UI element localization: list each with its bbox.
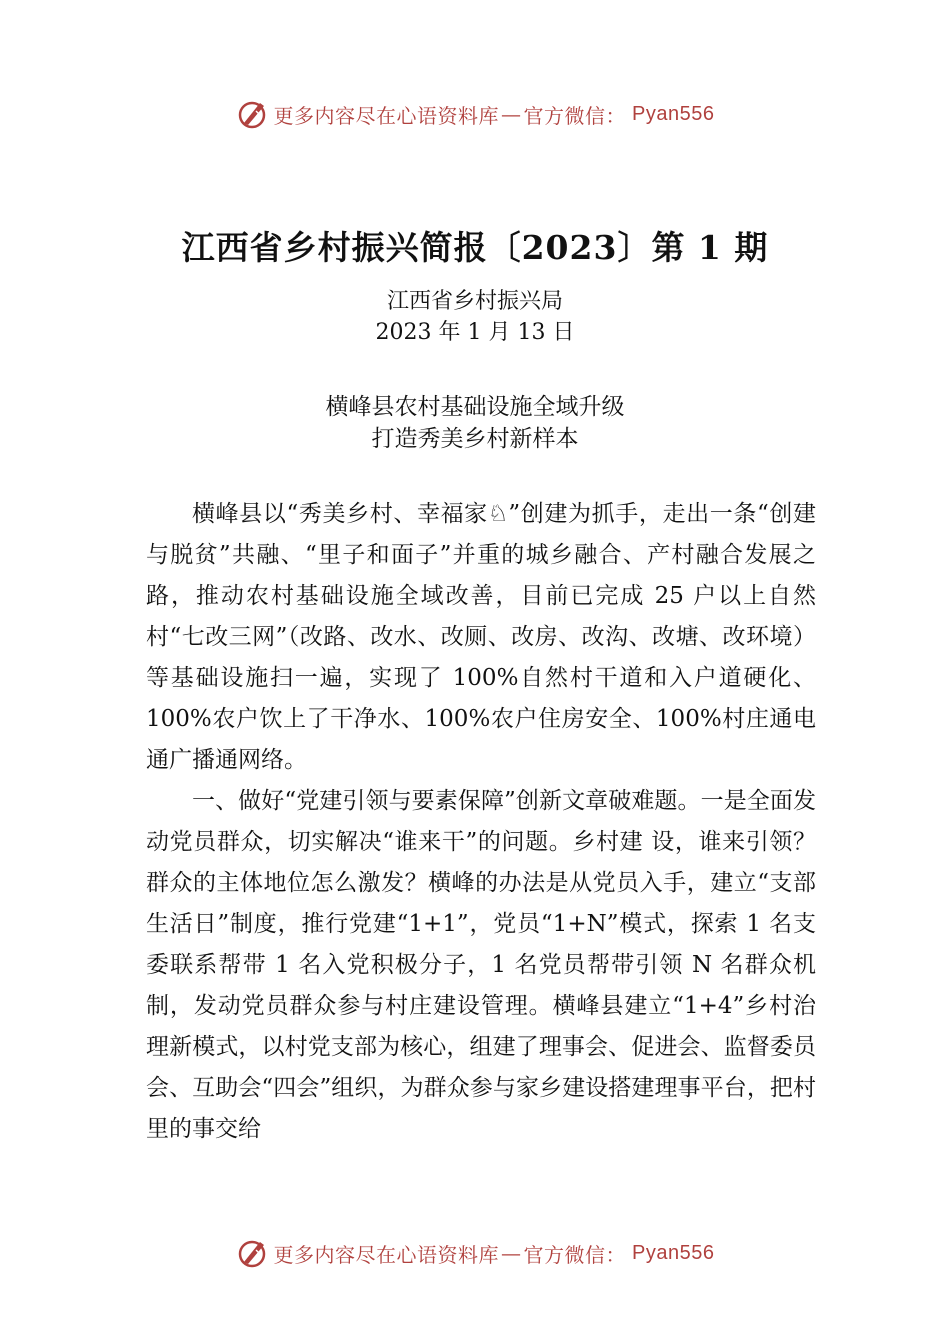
watermark-wechat-id: Pyan556: [632, 102, 715, 125]
paragraph-2: 一、做好“党建引领与要素保障”创新文章破难题。一是全面发动党员群众，切实解决“谁来干”的问题。乡村建 设，谁来引领？群众的主体地位怎么激发？横峰的办法是从党员入手，建立“支部生活日”制度，推行党建“1+1”，党员“1+N”模式，探索 1 名支委联系帮带 1 名入党积极分子，1 名党员帮带引领 N 名群众机制，发动党员群众参与村庄建设管理。横峰县建立“1+4”乡村治理新模式，以村党支部为核心，组建了理事会、促进会、监督委员会、互助会“四会”组织，为群众参与家乡建设搭建理事平台，把村里的事交给: [146, 788, 816, 1142]
watermark-text: 更多内容尽在心语资料库: [273, 1242, 500, 1267]
watermark-top: [0, 94, 950, 134]
article-headline-line2: 打造秀美乡村新样本: [371, 426, 579, 452]
quill-logo-icon: [236, 97, 270, 131]
article-headline-line1: 横峰县农村基础设施全域升级: [325, 394, 625, 420]
watermark-wechat-label: 官方微信：: [523, 103, 627, 128]
quill-logo-icon: [236, 1236, 270, 1270]
watermark-bottom: [0, 1233, 950, 1273]
watermark-text: 更多内容尽在心语资料库: [273, 103, 500, 128]
watermark-wechat-id: Pyan556: [632, 1241, 715, 1264]
watermark-dash: —: [501, 102, 522, 126]
document-publisher: 江西省乡村振兴局: [386, 289, 563, 314]
watermark-wechat-label: 官方微信：: [523, 1242, 627, 1267]
paragraph-1: 横峰县以“秀美乡村、幸福家♘”创建为抓手，走出一条“创建与脱贫”共融、“里子和面子”并重的城乡融合、产村融合发展之路，推动农村基础设施全域改善，目前已完成 25 户以上自然村“七改三网”（改路、改水、改厕、改房、改沟、改塘、改环境）等基础设施扫一遍，实现了 100%自然村干道和入户道硬化、100%农户饮上了干净水、100%农户住房安全、100%村庄通电通广播通网络。: [146, 501, 816, 773]
watermark-dash: —: [501, 1241, 522, 1265]
document-date: 2023 年 1 月 13 日: [375, 320, 575, 345]
document-title: 江西省乡村振兴简报〔2023〕第 1 期: [181, 228, 769, 267]
article-body: [146, 494, 816, 1150]
